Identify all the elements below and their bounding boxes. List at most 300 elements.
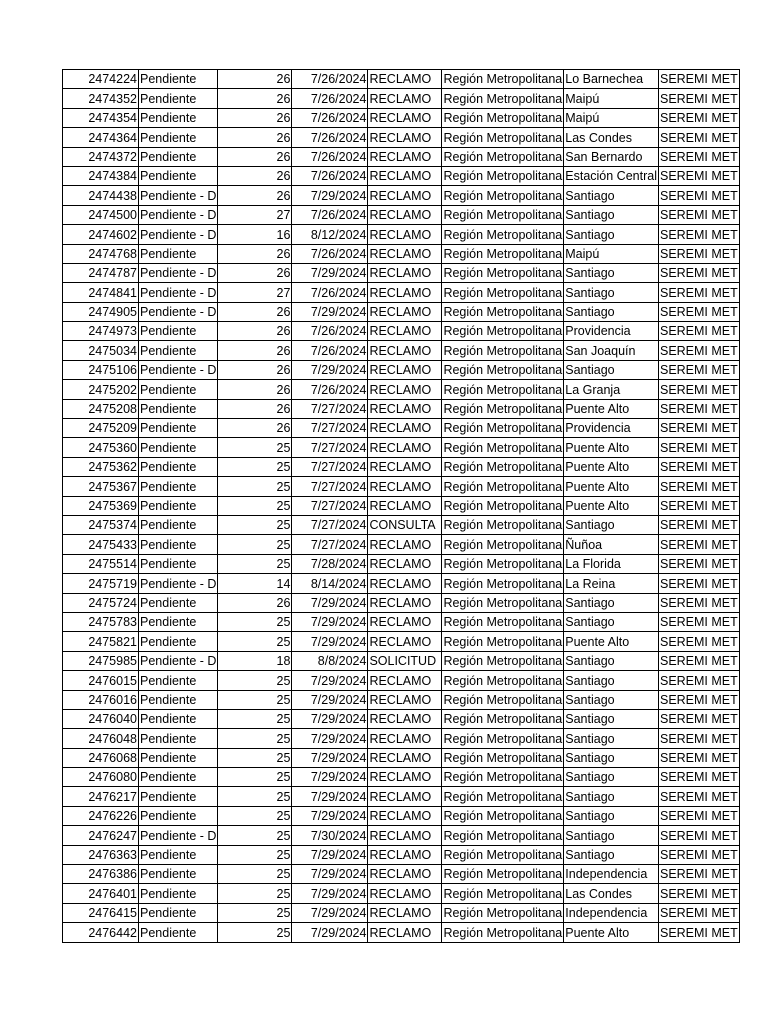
cell-comuna[interactable]: Maipú: [564, 244, 659, 263]
cell-tipo[interactable]: RECLAMO: [368, 845, 442, 864]
cell-tipo[interactable]: RECLAMO: [368, 438, 442, 457]
cell-region[interactable]: Región Metropolitana: [442, 244, 564, 263]
cell-organismo[interactable]: SEREMI MET: [658, 419, 739, 438]
cell-organismo[interactable]: SEREMI MET: [658, 360, 739, 379]
cell-id[interactable]: 2475209: [63, 419, 139, 438]
cell-region[interactable]: Región Metropolitana: [442, 574, 564, 593]
cell-id[interactable]: 2476386: [63, 865, 139, 884]
cell-comuna[interactable]: San Bernardo: [564, 147, 659, 166]
cell-tipo[interactable]: RECLAMO: [368, 593, 442, 612]
cell-fecha[interactable]: 7/26/2024: [292, 166, 368, 185]
cell-dias[interactable]: 25: [218, 787, 292, 806]
cell-region[interactable]: Región Metropolitana: [442, 884, 564, 903]
cell-dias[interactable]: 25: [218, 496, 292, 515]
cell-estado[interactable]: Pendiente: [139, 244, 218, 263]
cell-fecha[interactable]: 7/29/2024: [292, 709, 368, 728]
cell-fecha[interactable]: 7/26/2024: [292, 244, 368, 263]
cell-id[interactable]: 2474352: [63, 89, 139, 108]
cell-comuna[interactable]: Santiago: [564, 806, 659, 825]
cell-id[interactable]: 2475433: [63, 535, 139, 554]
cell-organismo[interactable]: SEREMI MET: [658, 632, 739, 651]
cell-id[interactable]: 2475369: [63, 496, 139, 515]
cell-comuna[interactable]: La Florida: [564, 554, 659, 573]
cell-organismo[interactable]: SEREMI MET: [658, 263, 739, 282]
cell-region[interactable]: Región Metropolitana: [442, 806, 564, 825]
cell-fecha[interactable]: 7/29/2024: [292, 748, 368, 767]
cell-comuna[interactable]: Lo Barnechea: [564, 70, 659, 89]
cell-dias[interactable]: 14: [218, 574, 292, 593]
cell-dias[interactable]: 25: [218, 729, 292, 748]
cell-tipo[interactable]: RECLAMO: [368, 903, 442, 922]
cell-organismo[interactable]: SEREMI MET: [658, 225, 739, 244]
cell-region[interactable]: Región Metropolitana: [442, 651, 564, 670]
cell-estado[interactable]: Pendiente - D: [139, 186, 218, 205]
cell-dias[interactable]: 26: [218, 244, 292, 263]
cell-region[interactable]: Región Metropolitana: [442, 205, 564, 224]
cell-fecha[interactable]: 7/26/2024: [292, 147, 368, 166]
cell-dias[interactable]: 25: [218, 438, 292, 457]
cell-fecha[interactable]: 8/14/2024: [292, 574, 368, 593]
cell-estado[interactable]: Pendiente: [139, 593, 218, 612]
cell-estado[interactable]: Pendiente: [139, 322, 218, 341]
cell-dias[interactable]: 25: [218, 845, 292, 864]
cell-region[interactable]: Región Metropolitana: [442, 903, 564, 922]
cell-estado[interactable]: Pendiente - D: [139, 205, 218, 224]
cell-dias[interactable]: 25: [218, 690, 292, 709]
cell-estado[interactable]: Pendiente: [139, 865, 218, 884]
cell-tipo[interactable]: RECLAMO: [368, 89, 442, 108]
cell-organismo[interactable]: SEREMI MET: [658, 302, 739, 321]
cell-tipo[interactable]: RECLAMO: [368, 768, 442, 787]
cell-region[interactable]: Región Metropolitana: [442, 554, 564, 573]
cell-region[interactable]: Región Metropolitana: [442, 787, 564, 806]
cell-organismo[interactable]: SEREMI MET: [658, 186, 739, 205]
cell-tipo[interactable]: RECLAMO: [368, 399, 442, 418]
cell-comuna[interactable]: Providencia: [564, 419, 659, 438]
cell-fecha[interactable]: 7/29/2024: [292, 593, 368, 612]
cell-fecha[interactable]: 7/28/2024: [292, 554, 368, 573]
cell-region[interactable]: Región Metropolitana: [442, 380, 564, 399]
cell-id[interactable]: 2475106: [63, 360, 139, 379]
cell-dias[interactable]: 25: [218, 903, 292, 922]
cell-region[interactable]: Región Metropolitana: [442, 263, 564, 282]
cell-comuna[interactable]: Santiago: [564, 593, 659, 612]
cell-estado[interactable]: Pendiente: [139, 729, 218, 748]
cell-fecha[interactable]: 7/26/2024: [292, 89, 368, 108]
cell-region[interactable]: Región Metropolitana: [442, 535, 564, 554]
cell-fecha[interactable]: 7/27/2024: [292, 496, 368, 515]
cell-organismo[interactable]: SEREMI MET: [658, 729, 739, 748]
cell-fecha[interactable]: 7/27/2024: [292, 419, 368, 438]
cell-dias[interactable]: 25: [218, 612, 292, 631]
cell-organismo[interactable]: SEREMI MET: [658, 574, 739, 593]
cell-estado[interactable]: Pendiente: [139, 554, 218, 573]
cell-region[interactable]: Región Metropolitana: [442, 225, 564, 244]
cell-tipo[interactable]: RECLAMO: [368, 826, 442, 845]
cell-fecha[interactable]: 7/29/2024: [292, 263, 368, 282]
cell-region[interactable]: Región Metropolitana: [442, 302, 564, 321]
cell-tipo[interactable]: RECLAMO: [368, 128, 442, 147]
cell-estado[interactable]: Pendiente - D: [139, 574, 218, 593]
cell-id[interactable]: 2475514: [63, 554, 139, 573]
cell-dias[interactable]: 26: [218, 147, 292, 166]
cell-region[interactable]: Región Metropolitana: [442, 438, 564, 457]
cell-id[interactable]: 2475821: [63, 632, 139, 651]
cell-dias[interactable]: 26: [218, 380, 292, 399]
cell-comuna[interactable]: La Reina: [564, 574, 659, 593]
cell-organismo[interactable]: SEREMI MET: [658, 322, 739, 341]
cell-organismo[interactable]: SEREMI MET: [658, 923, 739, 942]
cell-dias[interactable]: 25: [218, 671, 292, 690]
cell-dias[interactable]: 26: [218, 341, 292, 360]
cell-comuna[interactable]: Las Condes: [564, 128, 659, 147]
cell-fecha[interactable]: 7/29/2024: [292, 845, 368, 864]
cell-id[interactable]: 2476217: [63, 787, 139, 806]
cell-comuna[interactable]: Santiago: [564, 283, 659, 302]
cell-estado[interactable]: Pendiente: [139, 515, 218, 534]
cell-estado[interactable]: Pendiente: [139, 477, 218, 496]
cell-tipo[interactable]: RECLAMO: [368, 865, 442, 884]
cell-fecha[interactable]: 7/29/2024: [292, 612, 368, 631]
cell-tipo[interactable]: RECLAMO: [368, 263, 442, 282]
cell-id[interactable]: 2474787: [63, 263, 139, 282]
cell-comuna[interactable]: Providencia: [564, 322, 659, 341]
cell-tipo[interactable]: RECLAMO: [368, 884, 442, 903]
cell-region[interactable]: Región Metropolitana: [442, 89, 564, 108]
cell-region[interactable]: Región Metropolitana: [442, 70, 564, 89]
cell-dias[interactable]: 27: [218, 205, 292, 224]
cell-region[interactable]: Región Metropolitana: [442, 283, 564, 302]
cell-id[interactable]: 2476415: [63, 903, 139, 922]
cell-dias[interactable]: 26: [218, 360, 292, 379]
cell-region[interactable]: Región Metropolitana: [442, 709, 564, 728]
cell-estado[interactable]: Pendiente: [139, 884, 218, 903]
cell-fecha[interactable]: 7/29/2024: [292, 632, 368, 651]
cell-estado[interactable]: Pendiente: [139, 535, 218, 554]
cell-dias[interactable]: 26: [218, 399, 292, 418]
cell-estado[interactable]: Pendiente: [139, 438, 218, 457]
cell-comuna[interactable]: Santiago: [564, 709, 659, 728]
cell-dias[interactable]: 25: [218, 923, 292, 942]
cell-organismo[interactable]: SEREMI MET: [658, 399, 739, 418]
cell-comuna[interactable]: San Joaquín: [564, 341, 659, 360]
cell-fecha[interactable]: 7/27/2024: [292, 477, 368, 496]
cell-estado[interactable]: Pendiente: [139, 845, 218, 864]
cell-dias[interactable]: 26: [218, 70, 292, 89]
cell-region[interactable]: Región Metropolitana: [442, 399, 564, 418]
cell-id[interactable]: 2475034: [63, 341, 139, 360]
cell-organismo[interactable]: SEREMI MET: [658, 612, 739, 631]
cell-fecha[interactable]: 7/26/2024: [292, 283, 368, 302]
cell-dias[interactable]: 25: [218, 632, 292, 651]
cell-comuna[interactable]: Puente Alto: [564, 632, 659, 651]
cell-dias[interactable]: 26: [218, 89, 292, 108]
cell-region[interactable]: Región Metropolitana: [442, 128, 564, 147]
cell-comuna[interactable]: Ñuñoa: [564, 535, 659, 554]
cell-region[interactable]: Región Metropolitana: [442, 341, 564, 360]
cell-tipo[interactable]: RECLAMO: [368, 748, 442, 767]
cell-tipo[interactable]: RECLAMO: [368, 147, 442, 166]
cell-comuna[interactable]: Independencia: [564, 865, 659, 884]
cell-id[interactable]: 2475367: [63, 477, 139, 496]
cell-region[interactable]: Región Metropolitana: [442, 515, 564, 534]
cell-organismo[interactable]: SEREMI MET: [658, 806, 739, 825]
cell-organismo[interactable]: SEREMI MET: [658, 128, 739, 147]
cell-organismo[interactable]: SEREMI MET: [658, 380, 739, 399]
cell-estado[interactable]: Pendiente: [139, 341, 218, 360]
cell-comuna[interactable]: Santiago: [564, 205, 659, 224]
cell-organismo[interactable]: SEREMI MET: [658, 496, 739, 515]
cell-dias[interactable]: 16: [218, 225, 292, 244]
cell-id[interactable]: 2475783: [63, 612, 139, 631]
cell-dias[interactable]: 25: [218, 515, 292, 534]
cell-id[interactable]: 2476226: [63, 806, 139, 825]
cell-fecha[interactable]: 7/29/2024: [292, 923, 368, 942]
cell-tipo[interactable]: RECLAMO: [368, 496, 442, 515]
cell-fecha[interactable]: 7/26/2024: [292, 108, 368, 127]
cell-organismo[interactable]: SEREMI MET: [658, 283, 739, 302]
cell-fecha[interactable]: 7/29/2024: [292, 302, 368, 321]
cell-fecha[interactable]: 7/26/2024: [292, 341, 368, 360]
cell-dias[interactable]: 26: [218, 128, 292, 147]
cell-tipo[interactable]: RECLAMO: [368, 806, 442, 825]
cell-organismo[interactable]: SEREMI MET: [658, 477, 739, 496]
cell-organismo[interactable]: SEREMI MET: [658, 865, 739, 884]
cell-comuna[interactable]: Santiago: [564, 225, 659, 244]
cell-fecha[interactable]: 7/29/2024: [292, 729, 368, 748]
cell-estado[interactable]: Pendiente: [139, 903, 218, 922]
cell-id[interactable]: 2474364: [63, 128, 139, 147]
cell-organismo[interactable]: SEREMI MET: [658, 515, 739, 534]
cell-estado[interactable]: Pendiente: [139, 166, 218, 185]
cell-id[interactable]: 2475374: [63, 515, 139, 534]
cell-organismo[interactable]: SEREMI MET: [658, 457, 739, 476]
cell-organismo[interactable]: SEREMI MET: [658, 108, 739, 127]
cell-comuna[interactable]: Puente Alto: [564, 923, 659, 942]
cell-region[interactable]: Región Metropolitana: [442, 457, 564, 476]
cell-dias[interactable]: 25: [218, 554, 292, 573]
cell-id[interactable]: 2474768: [63, 244, 139, 263]
cell-tipo[interactable]: RECLAMO: [368, 322, 442, 341]
cell-organismo[interactable]: SEREMI MET: [658, 709, 739, 728]
cell-id[interactable]: 2474602: [63, 225, 139, 244]
cell-id[interactable]: 2476247: [63, 826, 139, 845]
cell-estado[interactable]: Pendiente: [139, 632, 218, 651]
cell-organismo[interactable]: SEREMI MET: [658, 884, 739, 903]
cell-organismo[interactable]: SEREMI MET: [658, 845, 739, 864]
cell-estado[interactable]: Pendiente - D: [139, 651, 218, 670]
cell-comuna[interactable]: Santiago: [564, 651, 659, 670]
cell-comuna[interactable]: Independencia: [564, 903, 659, 922]
cell-comuna[interactable]: Santiago: [564, 826, 659, 845]
cell-fecha[interactable]: 7/29/2024: [292, 903, 368, 922]
cell-fecha[interactable]: 7/30/2024: [292, 826, 368, 845]
cell-tipo[interactable]: RECLAMO: [368, 632, 442, 651]
cell-organismo[interactable]: SEREMI MET: [658, 438, 739, 457]
cell-organismo[interactable]: SEREMI MET: [658, 89, 739, 108]
cell-fecha[interactable]: 7/29/2024: [292, 360, 368, 379]
cell-id[interactable]: 2475724: [63, 593, 139, 612]
cell-id[interactable]: 2474973: [63, 322, 139, 341]
cell-region[interactable]: Región Metropolitana: [442, 845, 564, 864]
cell-id[interactable]: 2476363: [63, 845, 139, 864]
cell-estado[interactable]: Pendiente - D: [139, 283, 218, 302]
cell-region[interactable]: Región Metropolitana: [442, 690, 564, 709]
cell-tipo[interactable]: RECLAMO: [368, 225, 442, 244]
cell-dias[interactable]: 26: [218, 166, 292, 185]
cell-id[interactable]: 2474224: [63, 70, 139, 89]
cell-organismo[interactable]: SEREMI MET: [658, 903, 739, 922]
cell-dias[interactable]: 25: [218, 457, 292, 476]
cell-id[interactable]: 2474905: [63, 302, 139, 321]
cell-comuna[interactable]: Santiago: [564, 515, 659, 534]
cell-id[interactable]: 2475360: [63, 438, 139, 457]
cell-tipo[interactable]: RECLAMO: [368, 554, 442, 573]
cell-region[interactable]: Región Metropolitana: [442, 612, 564, 631]
cell-fecha[interactable]: 8/8/2024: [292, 651, 368, 670]
cell-organismo[interactable]: SEREMI MET: [658, 341, 739, 360]
cell-comuna[interactable]: Puente Alto: [564, 438, 659, 457]
cell-tipo[interactable]: RECLAMO: [368, 787, 442, 806]
cell-comuna[interactable]: Santiago: [564, 748, 659, 767]
cell-fecha[interactable]: 7/29/2024: [292, 806, 368, 825]
cell-tipo[interactable]: RECLAMO: [368, 419, 442, 438]
cell-id[interactable]: 2476048: [63, 729, 139, 748]
cell-tipo[interactable]: RECLAMO: [368, 535, 442, 554]
cell-id[interactable]: 2474384: [63, 166, 139, 185]
cell-dias[interactable]: 26: [218, 302, 292, 321]
cell-organismo[interactable]: SEREMI MET: [658, 690, 739, 709]
cell-comuna[interactable]: Santiago: [564, 671, 659, 690]
cell-tipo[interactable]: RECLAMO: [368, 70, 442, 89]
cell-estado[interactable]: Pendiente: [139, 671, 218, 690]
cell-estado[interactable]: Pendiente: [139, 108, 218, 127]
cell-dias[interactable]: 26: [218, 263, 292, 282]
cell-tipo[interactable]: RECLAMO: [368, 380, 442, 399]
cell-region[interactable]: Región Metropolitana: [442, 108, 564, 127]
cell-organismo[interactable]: SEREMI MET: [658, 244, 739, 263]
cell-estado[interactable]: Pendiente - D: [139, 225, 218, 244]
cell-id[interactable]: 2475202: [63, 380, 139, 399]
cell-organismo[interactable]: SEREMI MET: [658, 748, 739, 767]
cell-dias[interactable]: 25: [218, 477, 292, 496]
cell-fecha[interactable]: 7/26/2024: [292, 205, 368, 224]
cell-fecha[interactable]: 7/27/2024: [292, 515, 368, 534]
cell-comuna[interactable]: Santiago: [564, 360, 659, 379]
cell-id[interactable]: 2476015: [63, 671, 139, 690]
cell-dias[interactable]: 26: [218, 186, 292, 205]
cell-region[interactable]: Región Metropolitana: [442, 360, 564, 379]
cell-estado[interactable]: Pendiente: [139, 768, 218, 787]
cell-tipo[interactable]: RECLAMO: [368, 341, 442, 360]
cell-dias[interactable]: 25: [218, 748, 292, 767]
cell-region[interactable]: Región Metropolitana: [442, 477, 564, 496]
cell-comuna[interactable]: Santiago: [564, 787, 659, 806]
cell-comuna[interactable]: Maipú: [564, 108, 659, 127]
cell-tipo[interactable]: RECLAMO: [368, 244, 442, 263]
cell-dias[interactable]: 25: [218, 884, 292, 903]
cell-region[interactable]: Región Metropolitana: [442, 186, 564, 205]
cell-comuna[interactable]: Las Condes: [564, 884, 659, 903]
cell-comuna[interactable]: Santiago: [564, 263, 659, 282]
cell-tipo[interactable]: RECLAMO: [368, 477, 442, 496]
cell-id[interactable]: 2475719: [63, 574, 139, 593]
cell-fecha[interactable]: 7/27/2024: [292, 535, 368, 554]
cell-tipo[interactable]: RECLAMO: [368, 205, 442, 224]
cell-fecha[interactable]: 7/26/2024: [292, 380, 368, 399]
cell-tipo[interactable]: RECLAMO: [368, 166, 442, 185]
cell-estado[interactable]: Pendiente: [139, 89, 218, 108]
cell-fecha[interactable]: 7/27/2024: [292, 438, 368, 457]
cell-region[interactable]: Región Metropolitana: [442, 593, 564, 612]
cell-fecha[interactable]: 7/26/2024: [292, 128, 368, 147]
cell-id[interactable]: 2474500: [63, 205, 139, 224]
cell-organismo[interactable]: SEREMI MET: [658, 554, 739, 573]
cell-fecha[interactable]: 7/29/2024: [292, 787, 368, 806]
cell-region[interactable]: Región Metropolitana: [442, 748, 564, 767]
cell-organismo[interactable]: SEREMI MET: [658, 826, 739, 845]
cell-fecha[interactable]: 7/29/2024: [292, 884, 368, 903]
cell-estado[interactable]: Pendiente - D: [139, 360, 218, 379]
cell-comuna[interactable]: Maipú: [564, 89, 659, 108]
cell-dias[interactable]: 26: [218, 419, 292, 438]
cell-tipo[interactable]: RECLAMO: [368, 574, 442, 593]
cell-comuna[interactable]: La Granja: [564, 380, 659, 399]
cell-dias[interactable]: 25: [218, 709, 292, 728]
cell-fecha[interactable]: 7/29/2024: [292, 186, 368, 205]
cell-tipo[interactable]: RECLAMO: [368, 360, 442, 379]
cell-tipo[interactable]: RECLAMO: [368, 283, 442, 302]
cell-dias[interactable]: 26: [218, 593, 292, 612]
cell-fecha[interactable]: 7/29/2024: [292, 671, 368, 690]
cell-estado[interactable]: Pendiente: [139, 399, 218, 418]
cell-tipo[interactable]: SOLICITUD: [368, 651, 442, 670]
cell-organismo[interactable]: SEREMI MET: [658, 768, 739, 787]
cell-estado[interactable]: Pendiente - D: [139, 302, 218, 321]
cell-region[interactable]: Región Metropolitana: [442, 322, 564, 341]
cell-region[interactable]: Región Metropolitana: [442, 768, 564, 787]
cell-estado[interactable]: Pendiente: [139, 806, 218, 825]
cell-id[interactable]: 2475362: [63, 457, 139, 476]
cell-estado[interactable]: Pendiente: [139, 612, 218, 631]
cell-tipo[interactable]: RECLAMO: [368, 709, 442, 728]
cell-estado[interactable]: Pendiente: [139, 496, 218, 515]
cell-dias[interactable]: 26: [218, 108, 292, 127]
cell-comuna[interactable]: Puente Alto: [564, 496, 659, 515]
cell-tipo[interactable]: RECLAMO: [368, 671, 442, 690]
cell-fecha[interactable]: 7/27/2024: [292, 457, 368, 476]
cell-tipo[interactable]: RECLAMO: [368, 729, 442, 748]
cell-region[interactable]: Región Metropolitana: [442, 632, 564, 651]
cell-organismo[interactable]: SEREMI MET: [658, 535, 739, 554]
cell-organismo[interactable]: SEREMI MET: [658, 671, 739, 690]
cell-estado[interactable]: Pendiente: [139, 147, 218, 166]
cell-organismo[interactable]: SEREMI MET: [658, 651, 739, 670]
cell-comuna[interactable]: Santiago: [564, 186, 659, 205]
cell-fecha[interactable]: 7/26/2024: [292, 322, 368, 341]
cell-organismo[interactable]: SEREMI MET: [658, 205, 739, 224]
cell-id[interactable]: 2474438: [63, 186, 139, 205]
cell-estado[interactable]: Pendiente: [139, 923, 218, 942]
cell-comuna[interactable]: Santiago: [564, 729, 659, 748]
cell-comuna[interactable]: Puente Alto: [564, 477, 659, 496]
cell-fecha[interactable]: 7/29/2024: [292, 690, 368, 709]
cell-region[interactable]: Región Metropolitana: [442, 147, 564, 166]
cell-fecha[interactable]: 8/12/2024: [292, 225, 368, 244]
cell-id[interactable]: 2474354: [63, 108, 139, 127]
cell-dias[interactable]: 25: [218, 768, 292, 787]
cell-tipo[interactable]: RECLAMO: [368, 457, 442, 476]
